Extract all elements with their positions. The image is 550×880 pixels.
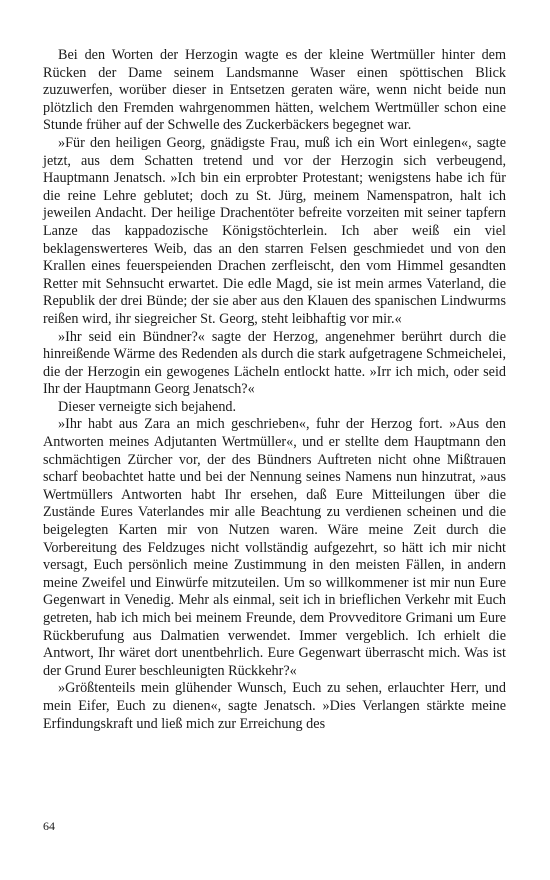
paragraph-4: Dieser verneigte sich bejahend. — [58, 398, 237, 415]
paragraph-3: »Ihr seid ein Bündner?« sagte der Herzog, angenehmer berührt durch die hinreißende Wärme des Redenden als durch die stark aufgetragene Schmeichelei, die der Herzogin ein gewogenes Lächeln entlockt hatte. »Irr ich mich, oder seid Ihr der Hauptmann Georg Jenatsch?« — [43, 328, 506, 398]
body-text — [43, 47, 506, 733]
paragraph-2: »Für den heiligen Georg, gnädigste Frau, muß ich ein Wort einlegen«, sagte jetzt, aus dem Schatten tretend und vor der Herzogin sich verbeugend, Hauptmann Jenatsch. »Ich bin ein erprobter Protestant; wenigstens habe ich für die reine Lehre geblutet; doch zu St. Jürg, meinem Namenspatron, halt ich jeweilen Andacht. Der heilige Drachentöter befreite vorzeiten mit seiner tapfern Lanze das kappadozische Königstöchterlein. Ich aber weiß ein viel beklagenswerteres Weib, das an den starren Felsen geschmiedet und von den Krallen eines feuerspeienden Drachen zerfleischt, den vom Himmel gesandten Retter mit Sehnsucht erwartet. Die edle Magd, sie ist mein armes Vaterland, die Republik der drei Bünde; der sie aber aus den Klauen des spanischen Lindwurms reißen wird, ihr siegreicher St. Georg, steht leibhaftig vor mir.« — [43, 134, 506, 327]
page-number: 64 — [43, 819, 55, 833]
paragraph-1: Bei den Worten der Herzogin wagte es der kleine Wertmüller hinter dem Rücken der Dame seinem Landsmanne Waser einen spöttischen Blick zuzuwerfen, worüber dieser in Entsetzen geraten wäre, wenn nicht beide nun plötzlich den Fremden wahrgenommen hätten, welchem Wertmüller schon eine Stunde früher auf der Schwelle des Zuckerbäckers begegnet war. — [43, 47, 506, 134]
paragraph-6: »Größtenteils mein glühender Wunsch, Euch zu sehen, erlauchter Herr, und mein Eifer, Euch zu dienen«, sagte Jenatsch. »Dies Verlangen stärkte meine Erfindungskraft und ließ mich zur Erreichung des — [43, 680, 506, 732]
paragraph-5: »Ihr habt aus Zara an mich geschrieben«, fuhr der Herzog fort. »Aus den Antworten meines Adjutanten Wertmüller«, und er stellte dem Hauptmann den schmächtigen Zürcher vor, der des Bündners Auftreten nicht ohne Mißtrauen scharf beobachtet hatte und bei der Nennung seines Namens nun hinzutrat, »aus Wertmüllers Antworten habt Ihr ersehen, daß Eure Mitteilungen über die Zustände Eures Vaterlandes mir alle Beachtung zu verdienen scheinen und die beigelegten Karten mir von Nutzen waren. Wäre meine Zeit durch die Vorbereitung des Feldzuges nicht vollständig aufgezehrt, so hätt ich mir nicht versagt, Euch persönlich meine Zustimmung in den meisten Fällen, in andern meine Zweifel und Einwürfe mitzuteilen. Um so willkommener ist mir nun Eure Gegenwart in Venedig. Mehr als einmal, seit ich in brieflichen Verkehr mit Euch getreten, hab ich mich bei meinem Freunde, dem Provveditore Grimani um Eure Rückberufung aus Dalmatien verwendet. Immer vergeblich. Ich erhielt die Antwort, Ihr wäret dort unentbehrlich. Eure Gegenwart überrascht mich. Was ist der Grund Eurer beschleunigten Rückkehr?« — [43, 416, 506, 679]
